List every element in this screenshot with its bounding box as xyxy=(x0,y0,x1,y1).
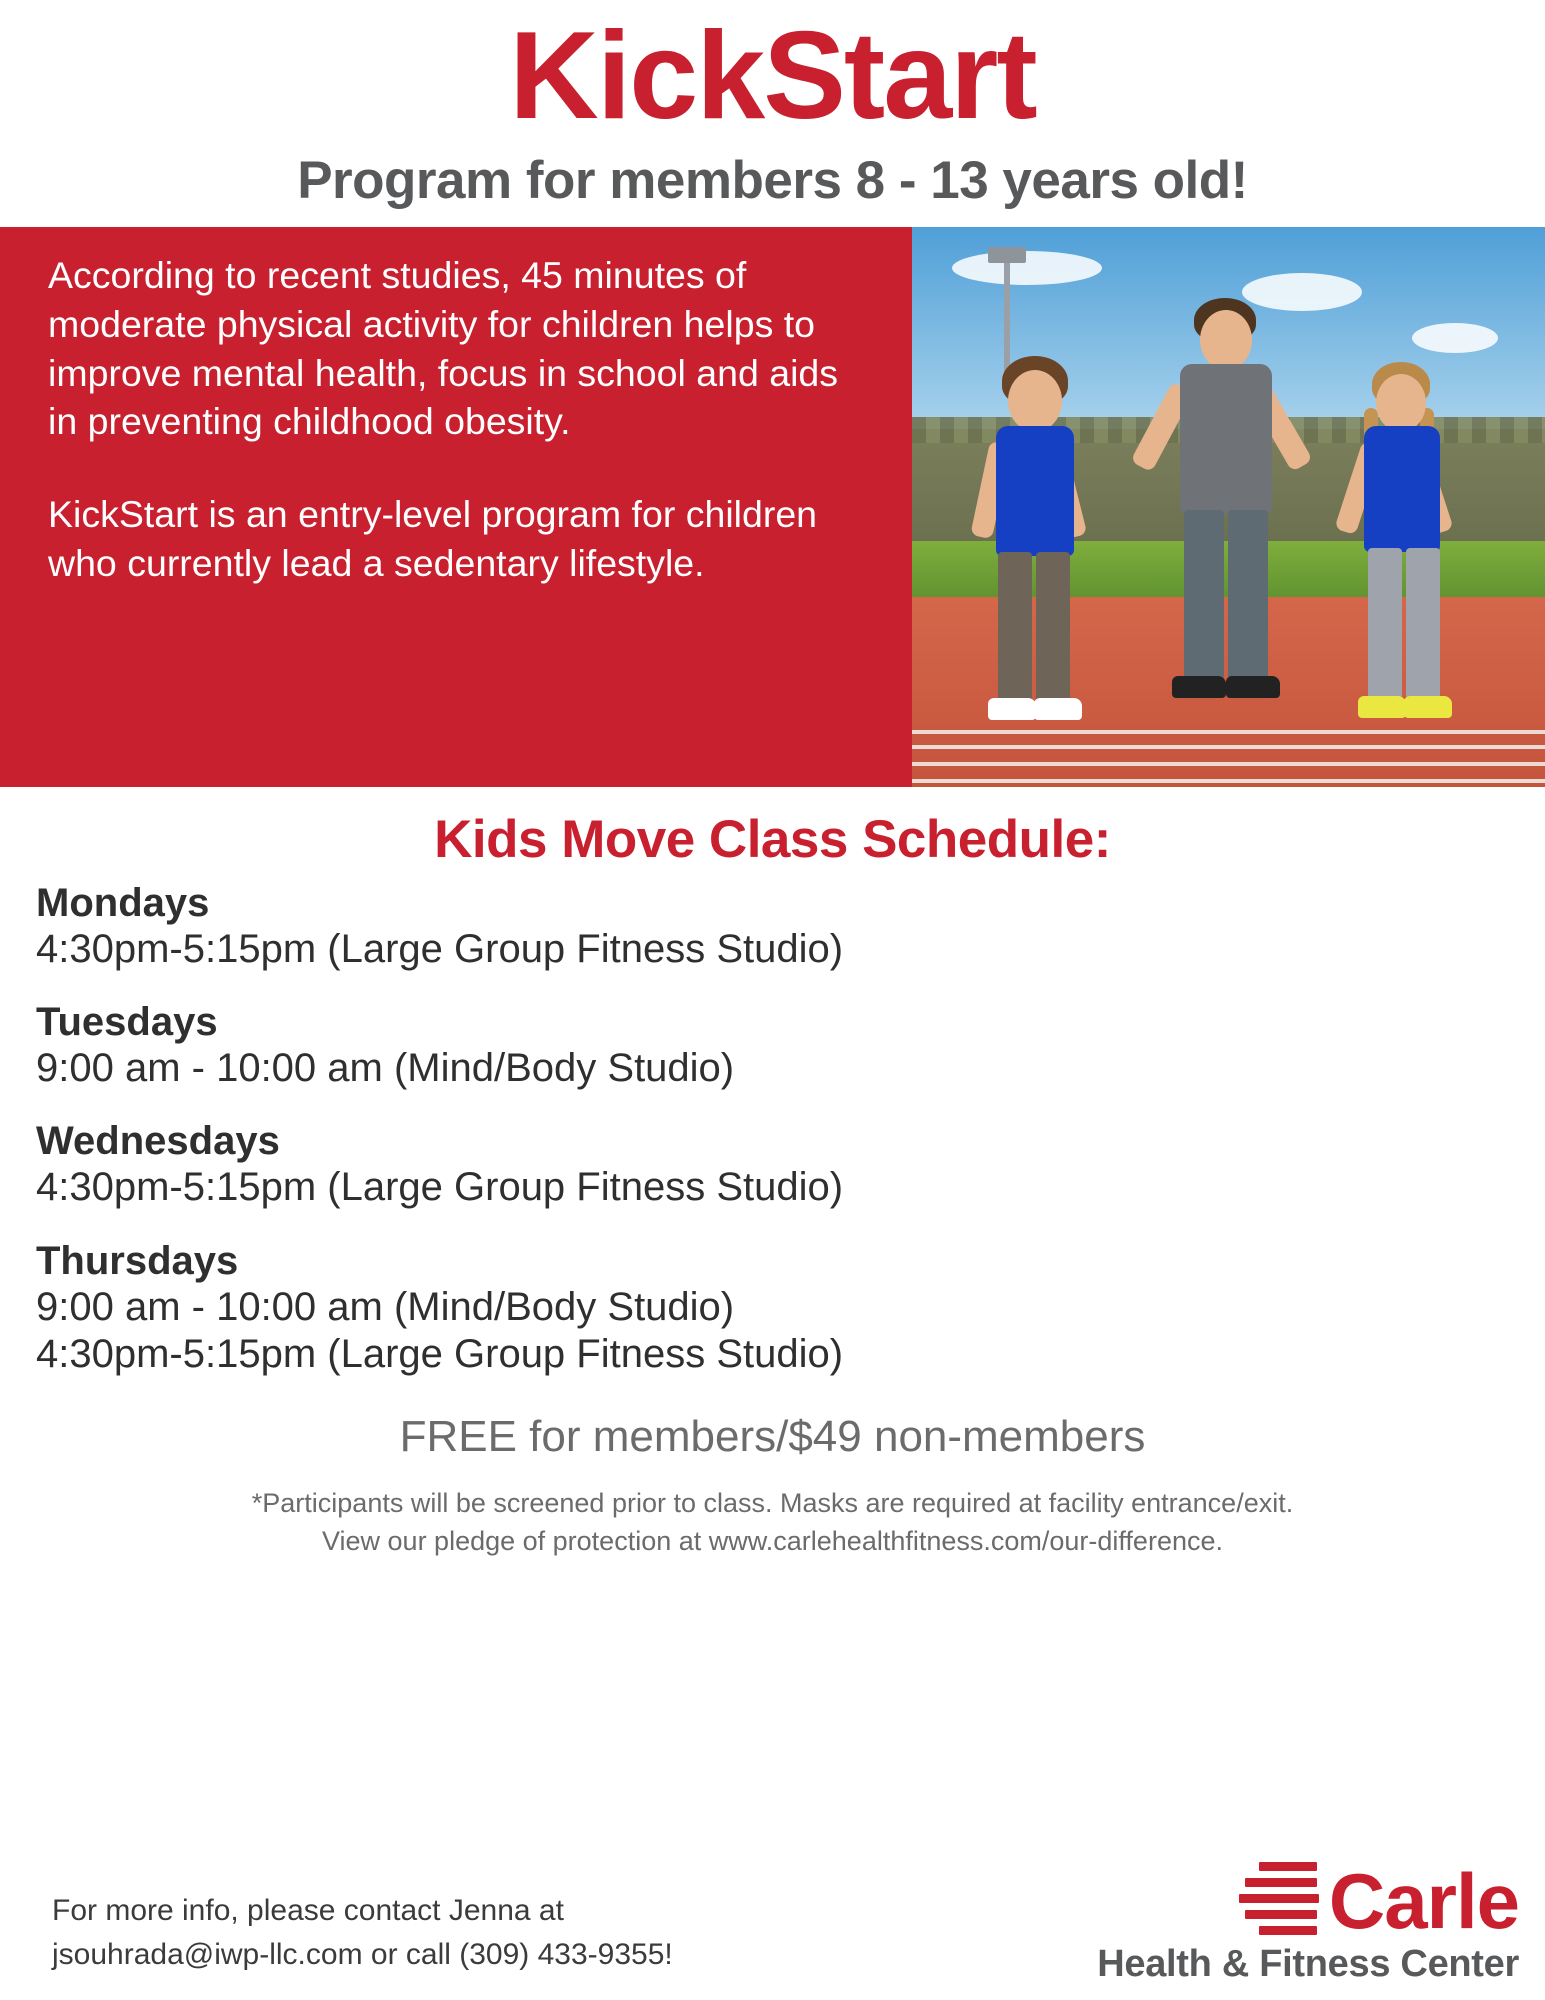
intro-paragraph-1: According to recent studies, 45 minutes of moderate physical activity for children helps to improve mental health, focus in school and aids in preventing childhood obesity. xyxy=(48,254,839,443)
schedule-list xyxy=(0,880,1545,1378)
page-title: KickStart xyxy=(509,7,1036,145)
schedule-time-slot: 9:00 am - 10:00 am (Mind/Body Studio) xyxy=(36,1046,735,1091)
schedule-time-slot: 4:30pm-5:15pm (Large Group Fitness Studio) xyxy=(36,1165,844,1210)
schedule-day-label: Thursdays xyxy=(36,1238,239,1283)
logo-wordmark: Carle xyxy=(1328,1856,1519,1945)
photo-child-torso xyxy=(1180,364,1272,514)
photo-child-right xyxy=(1320,356,1490,776)
photo-child-center xyxy=(1128,306,1318,776)
intro-text-block xyxy=(0,227,912,787)
photo-child-shoe xyxy=(1034,698,1082,720)
schedule-day-label: Mondays xyxy=(36,881,210,925)
schedule-day-label: Tuesdays xyxy=(36,1000,218,1045)
schedule-day-label: Wednesdays xyxy=(36,1119,280,1164)
photo-track-lane xyxy=(912,779,1545,783)
schedule-time-slot: 9:00 am - 10:00 am (Mind/Body Studio) xyxy=(36,1284,735,1329)
schedule-day-block xyxy=(36,999,1509,1092)
disclaimer-notes xyxy=(0,1484,1545,1561)
disclaimer-line-1: *Participants will be screened prior to class. Masks are required at facility entrance/exit. xyxy=(251,1487,1294,1518)
photo-cloud xyxy=(952,251,1102,285)
carle-logo xyxy=(1097,1856,1519,1986)
photo-child-torso xyxy=(996,426,1074,556)
pricing-text: FREE for members/$49 non-members xyxy=(399,1411,1146,1461)
schedule-time-slot: 4:30pm-5:15pm (Large Group Fitness Studio) xyxy=(36,1331,844,1376)
footer xyxy=(0,1856,1545,1986)
carle-swoosh-icon xyxy=(1239,1862,1319,1941)
photo-child-leg xyxy=(1228,510,1268,680)
schedule-day-block xyxy=(36,1238,1509,1378)
photo-child-head xyxy=(1376,374,1426,432)
photo-child-shoe xyxy=(1226,676,1280,698)
photo-child-torso xyxy=(1364,426,1440,552)
photo-child-leg xyxy=(1184,510,1224,680)
photo-child-left xyxy=(958,356,1108,776)
kids-on-track-photo xyxy=(912,227,1545,787)
schedule-day-block xyxy=(36,880,1509,973)
schedule-day-block xyxy=(36,1118,1509,1211)
contact-line-2: jsouhrada@iwp-llc.com or call (309) 433-9355! xyxy=(52,1937,673,1971)
logo-row xyxy=(1239,1856,1519,1945)
photo-child-shoe xyxy=(988,698,1036,720)
schedule-heading: Kids Move Class Schedule: xyxy=(434,810,1111,869)
contact-line-1: For more info, please contact Jenna at xyxy=(52,1894,564,1927)
photo-child-shoe xyxy=(1404,696,1452,718)
photo-child-leg xyxy=(998,552,1032,702)
photo-child-leg xyxy=(1036,552,1070,702)
photo-child-shoe xyxy=(1172,676,1226,698)
contact-info xyxy=(52,1889,673,1986)
disclaimer-line-2: View our pledge of protection at www.carlehealthfitness.com/our-difference. xyxy=(322,1526,1223,1557)
logo-tagline: Health & Fitness Center xyxy=(1097,1943,1519,1985)
photo-child-head xyxy=(1200,310,1252,370)
photo-cloud xyxy=(1412,323,1498,353)
photo-child-head xyxy=(1008,370,1062,432)
page-subtitle: Program for members 8 - 13 years old! xyxy=(297,151,1248,210)
schedule-time-slot: 4:30pm-5:15pm (Large Group Fitness Studio) xyxy=(36,927,844,971)
intro-paragraph-2: KickStart is an entry-level program for children who currently lead a sedentary lifestyle. xyxy=(48,493,818,584)
intro-band xyxy=(0,227,1545,787)
photo-child-leg xyxy=(1406,548,1440,700)
photo-child-leg xyxy=(1368,548,1402,700)
photo-child-shoe xyxy=(1358,696,1406,718)
